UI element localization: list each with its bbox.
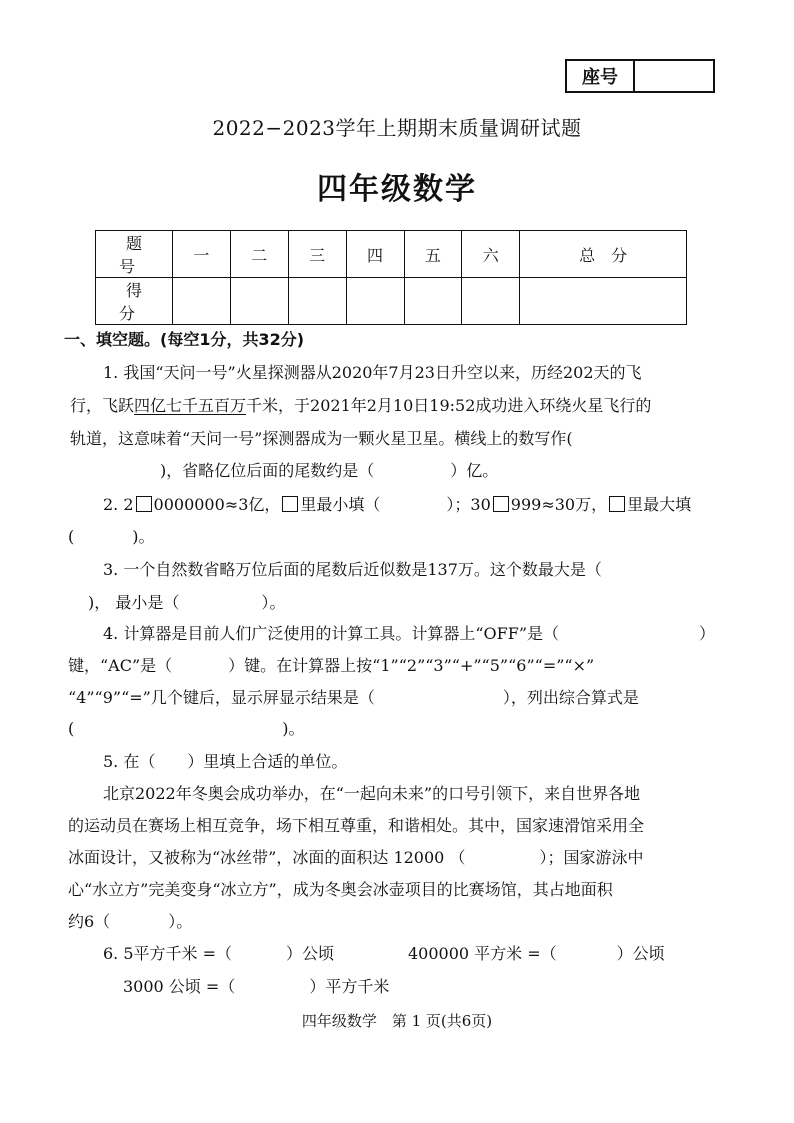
- q6-text: ）公顷: [286, 944, 335, 963]
- exam-title: 2022−2023学年上期期末质量调研试题: [212, 116, 582, 140]
- q6-text: ）公顷: [616, 944, 665, 963]
- page-footer: 四年级数学 第 1 页(共6页): [301, 1012, 493, 1030]
- q3-text: ）。: [261, 593, 286, 612]
- q1-text: ）亿。: [450, 461, 499, 480]
- q5-line-1: 5. 在（ ）里填上合适的单位。: [103, 752, 348, 771]
- score-cell: [404, 278, 462, 325]
- q2-line-1: [103, 492, 691, 515]
- q2-text: 里最小填（: [300, 495, 381, 514]
- score-header-cell: 五: [404, 231, 462, 278]
- q6-text: 400000 平方米 =（: [408, 944, 557, 963]
- score-cell: [520, 278, 687, 325]
- q4-text: “4”“9”“=”几个键后，显示屏显示结果是（: [68, 688, 375, 707]
- score-header-cell: 四: [346, 231, 404, 278]
- q2-text: 2. 2: [103, 495, 134, 514]
- q3-line-1: 3. 一个自然数省略万位后面的尾数后近似数是137万。这个数最大是（: [103, 560, 602, 579]
- q2-text: )。: [132, 527, 155, 546]
- q6-text: 3000 公顷 =（: [123, 977, 236, 996]
- score-cell: [288, 278, 346, 325]
- q6-text: ）平方千米: [309, 977, 390, 996]
- q4-line-4: [68, 716, 305, 739]
- q2-text: 999≈30万，: [510, 495, 608, 514]
- score-table: [95, 230, 687, 325]
- q6-line-2: [123, 974, 389, 997]
- q5-line-6: [68, 909, 192, 932]
- score-header-cell: 一: [173, 231, 231, 278]
- q1-text: )，省略亿位后面的尾数约是（: [160, 461, 375, 480]
- q6-text: 6. 5平方千米 =（: [103, 944, 233, 963]
- q1-underlined-number: 四亿七千五百万: [134, 396, 247, 415]
- q4-line-2: [68, 653, 594, 676]
- section-heading: 一、填空题。(每空1分，共32分): [64, 330, 305, 349]
- seat-number-label: 座号: [567, 61, 635, 91]
- score-header-cell: 二: [230, 231, 288, 278]
- q5-line-3: 的运动员在赛场上相互竞争，场下相互尊重，和谐相处。其中，国家速滑馆采用全: [68, 816, 645, 835]
- seat-number-box: [565, 59, 715, 93]
- q2-text: 里最大填: [627, 495, 692, 514]
- score-cell: [346, 278, 404, 325]
- q1-line-4: [160, 458, 498, 481]
- q3-line-2: [88, 590, 285, 613]
- score-header-cell: 三: [288, 231, 346, 278]
- q5-line-4: [68, 845, 643, 868]
- q4-text: ）: [698, 624, 715, 643]
- q1-line-2: [70, 393, 651, 416]
- q5-text: 约6（: [68, 912, 111, 931]
- subject-title: 四年级数学: [317, 172, 477, 207]
- q4-line-1: [103, 621, 715, 644]
- q1-line-3: 轨道，这意味着“天问一号”探测器成为一颗火星卫星。横线上的数写作(: [70, 429, 573, 448]
- seat-number-blank: [635, 61, 713, 91]
- q1-text: 行，飞跃: [70, 396, 135, 415]
- q5-text: ）。: [168, 912, 193, 931]
- q4-text: ）键。在计算器上按“1”“2”“3”“+”“5”“6”“=”“×”: [228, 656, 595, 675]
- q4-text: (: [68, 719, 75, 738]
- score-cell: [462, 278, 520, 325]
- answer-box[interactable]: [493, 496, 509, 512]
- score-row-label: 得 分: [96, 278, 173, 325]
- answer-box[interactable]: [609, 496, 625, 512]
- q5-text: 冰面设计，又被称为“冰丝带”，冰面的面积达 12000 （: [68, 848, 466, 867]
- score-table-score-row: [96, 278, 687, 325]
- q1-text: 千米，于2021年2月10日19:52成功进入环绕火星飞行的: [246, 396, 652, 415]
- score-cell: [230, 278, 288, 325]
- score-header-cell: 六: [462, 231, 520, 278]
- q6-line-1a: [103, 941, 334, 964]
- q4-text: ），列出综合算式是: [502, 688, 639, 707]
- answer-box[interactable]: [282, 496, 298, 512]
- q4-line-3: [68, 685, 639, 708]
- q3-text: )， 最小是（: [88, 593, 180, 612]
- q4-text: 4. 计算器是目前人们广泛使用的计算工具。计算器上“OFF”是（: [103, 624, 560, 643]
- q2-text: 0000000≈3亿，: [153, 495, 281, 514]
- score-header-label: 题 号: [96, 231, 173, 278]
- q2-text: ）；30: [446, 495, 491, 514]
- q5-line-5: 心“水立方”完美变身“冰立方”，成为冬奥会冰壶项目的比赛场馆，其占地面积: [68, 880, 613, 899]
- q2-text: (: [68, 527, 75, 546]
- q5-text: ）；国家游泳中: [539, 848, 644, 867]
- q4-text: )。: [282, 719, 305, 738]
- answer-box[interactable]: [136, 496, 152, 512]
- q1-line-1: 1. 我国“天问一号”火星探测器从2020年7月23日升空以来，历经202天的飞: [103, 363, 642, 382]
- q6-line-1b: [408, 941, 665, 964]
- score-header-total: 总 分: [520, 231, 687, 278]
- score-table-header-row: [96, 231, 687, 278]
- q2-line-2: [68, 524, 155, 547]
- q5-line-2: 北京2022年冬奥会成功举办，在“一起向未来”的口号引领下，来自世界各地: [103, 784, 641, 803]
- q4-text: 键，“AC”是（: [68, 656, 173, 675]
